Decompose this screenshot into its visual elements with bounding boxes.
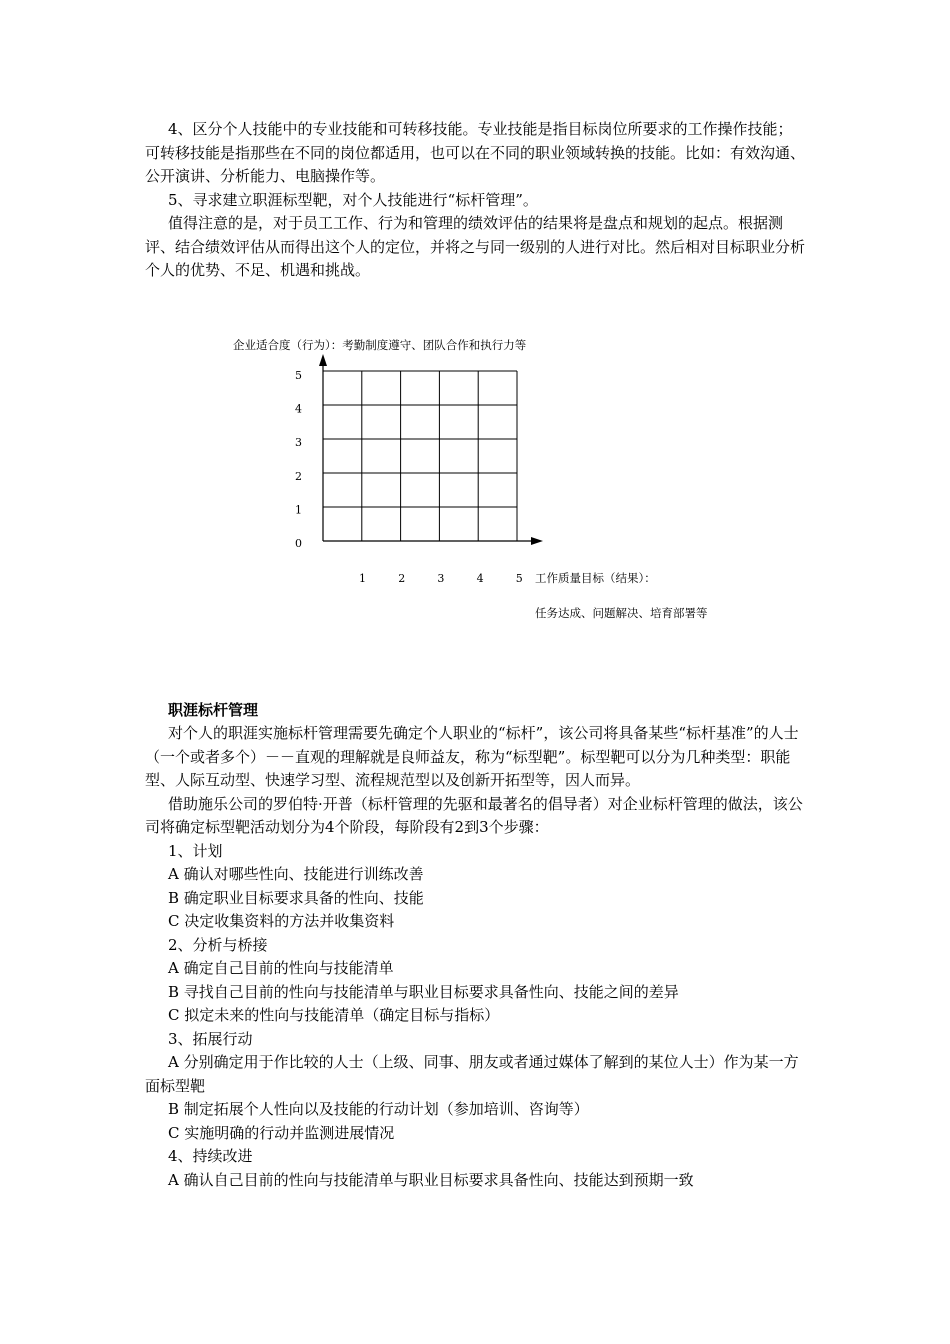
step-line: A 确认对哪些性向、技能进行训练改善 — [168, 865, 424, 883]
step-line: A 确定自己目前的性向与技能清单 — [168, 959, 394, 977]
grid-lines — [323, 371, 517, 541]
step-line: 2、分析与桥接 — [168, 935, 268, 954]
x-axis-label: 工作质量目标（结果）： — [535, 571, 656, 585]
x-axis-sublabel: 任务达成、问题解决、培育部署等 — [535, 606, 708, 620]
intro-paragraph-3: 值得注意的是，对于员工工作、行为和管理的绩效评估的结果将是盘点和规划的起点。根据测评、结合绩效评估从而得出这个人的定位，并将之与同一级别的人进行对比。然后相对目标职业分析个人的优势、不足、机遇和挑战。 — [145, 214, 806, 279]
section-paragraph-2: 借助施乐公司的罗伯特·开普（标杆管理的先驱和最著名的倡导者）对企业标杆管理的做法，该公司将确定标型靶活动划分为4个阶段，每阶段有2到3个步骤： — [145, 794, 803, 836]
step-line: 1、计划 — [168, 841, 223, 860]
x-axis — [323, 537, 543, 545]
y-tick-label: 5 — [295, 369, 302, 382]
chart-title: 企业适合度（行为）：考勤制度遵守、团队合作和执行力等 — [233, 338, 527, 352]
section-heading: 职涯标杆管理 — [168, 701, 259, 719]
x-tick-label: 2 — [398, 572, 406, 585]
y-tick-label: 2 — [295, 469, 302, 483]
x-tick-label: 1 — [359, 572, 366, 585]
step-line: C 拟定未来的性向与技能清单（确定目标与指标） — [168, 1006, 500, 1024]
x-tick-label: 4 — [476, 572, 484, 585]
y-tick-label: 3 — [295, 436, 302, 450]
x-tick-labels — [359, 572, 523, 585]
step-line: C 实施明确的行动并监测进展情况 — [168, 1123, 395, 1142]
step-line: 3、拓展行动 — [168, 1029, 253, 1048]
step-line: B 寻找自己目前的性向与技能清单与职业目标要求具备性向、技能之间的差异 — [168, 982, 679, 1001]
y-tick-labels — [295, 369, 302, 550]
step-line: B 确定职业目标要求具备的性向、技能 — [168, 888, 424, 907]
y-tick-label: 0 — [295, 537, 302, 550]
section-paragraph-1: 对个人的职涯实施标杆管理需要先确定个人职业的“标杆”，该公司将具备某些“标杆基准”的人士（一个或者多个）－－直观的理解就是良师益友，称为“标型靶”。标型靶可以分为几种类型：职能型、人际互动型、快速学习型、流程规范型以及创新开拓型等，因人而异。 — [145, 724, 799, 789]
x-tick-label: 5 — [515, 572, 523, 585]
intro-paragraph-2: 5、寻求建立职涯标型靶，对个人技能进行“标杆管理”。 — [168, 190, 538, 209]
step-line: A 确认自己目前的性向与技能清单与职业目标要求具备性向、技能达到预期一致 — [168, 1170, 694, 1189]
x-tick-label: 3 — [437, 572, 445, 585]
benchmark-section — [145, 698, 805, 1192]
y-axis-arrow — [319, 354, 327, 366]
x-axis-arrow — [531, 537, 543, 545]
step-line: B 制定拓展个人性向以及技能的行动计划（参加培训、咨询等） — [168, 1100, 589, 1118]
y-tick-label: 4 — [295, 402, 302, 416]
step-line: 4、持续改进 — [168, 1147, 253, 1165]
y-axis — [319, 354, 327, 541]
step-line: C 决定收集资料的方法并收集资料 — [168, 912, 395, 930]
intro-paragraph-1: 4、区分个人技能中的专业技能和可转移技能。专业技能是指目标岗位所要求的工作操作技能；可转移技能是指那些在不同的岗位都适用，也可以在不同的职业领域转换的技能。比如：有效沟通、公开演讲、分析能力、电脑操作等。 — [145, 120, 806, 185]
y-tick-label: 1 — [295, 503, 302, 517]
step-line: A 分别确定用于作比较的人士（上级、同事、朋友或者通过媒体了解到的某位人士）作为某一方面标型靶 — [145, 1053, 799, 1095]
